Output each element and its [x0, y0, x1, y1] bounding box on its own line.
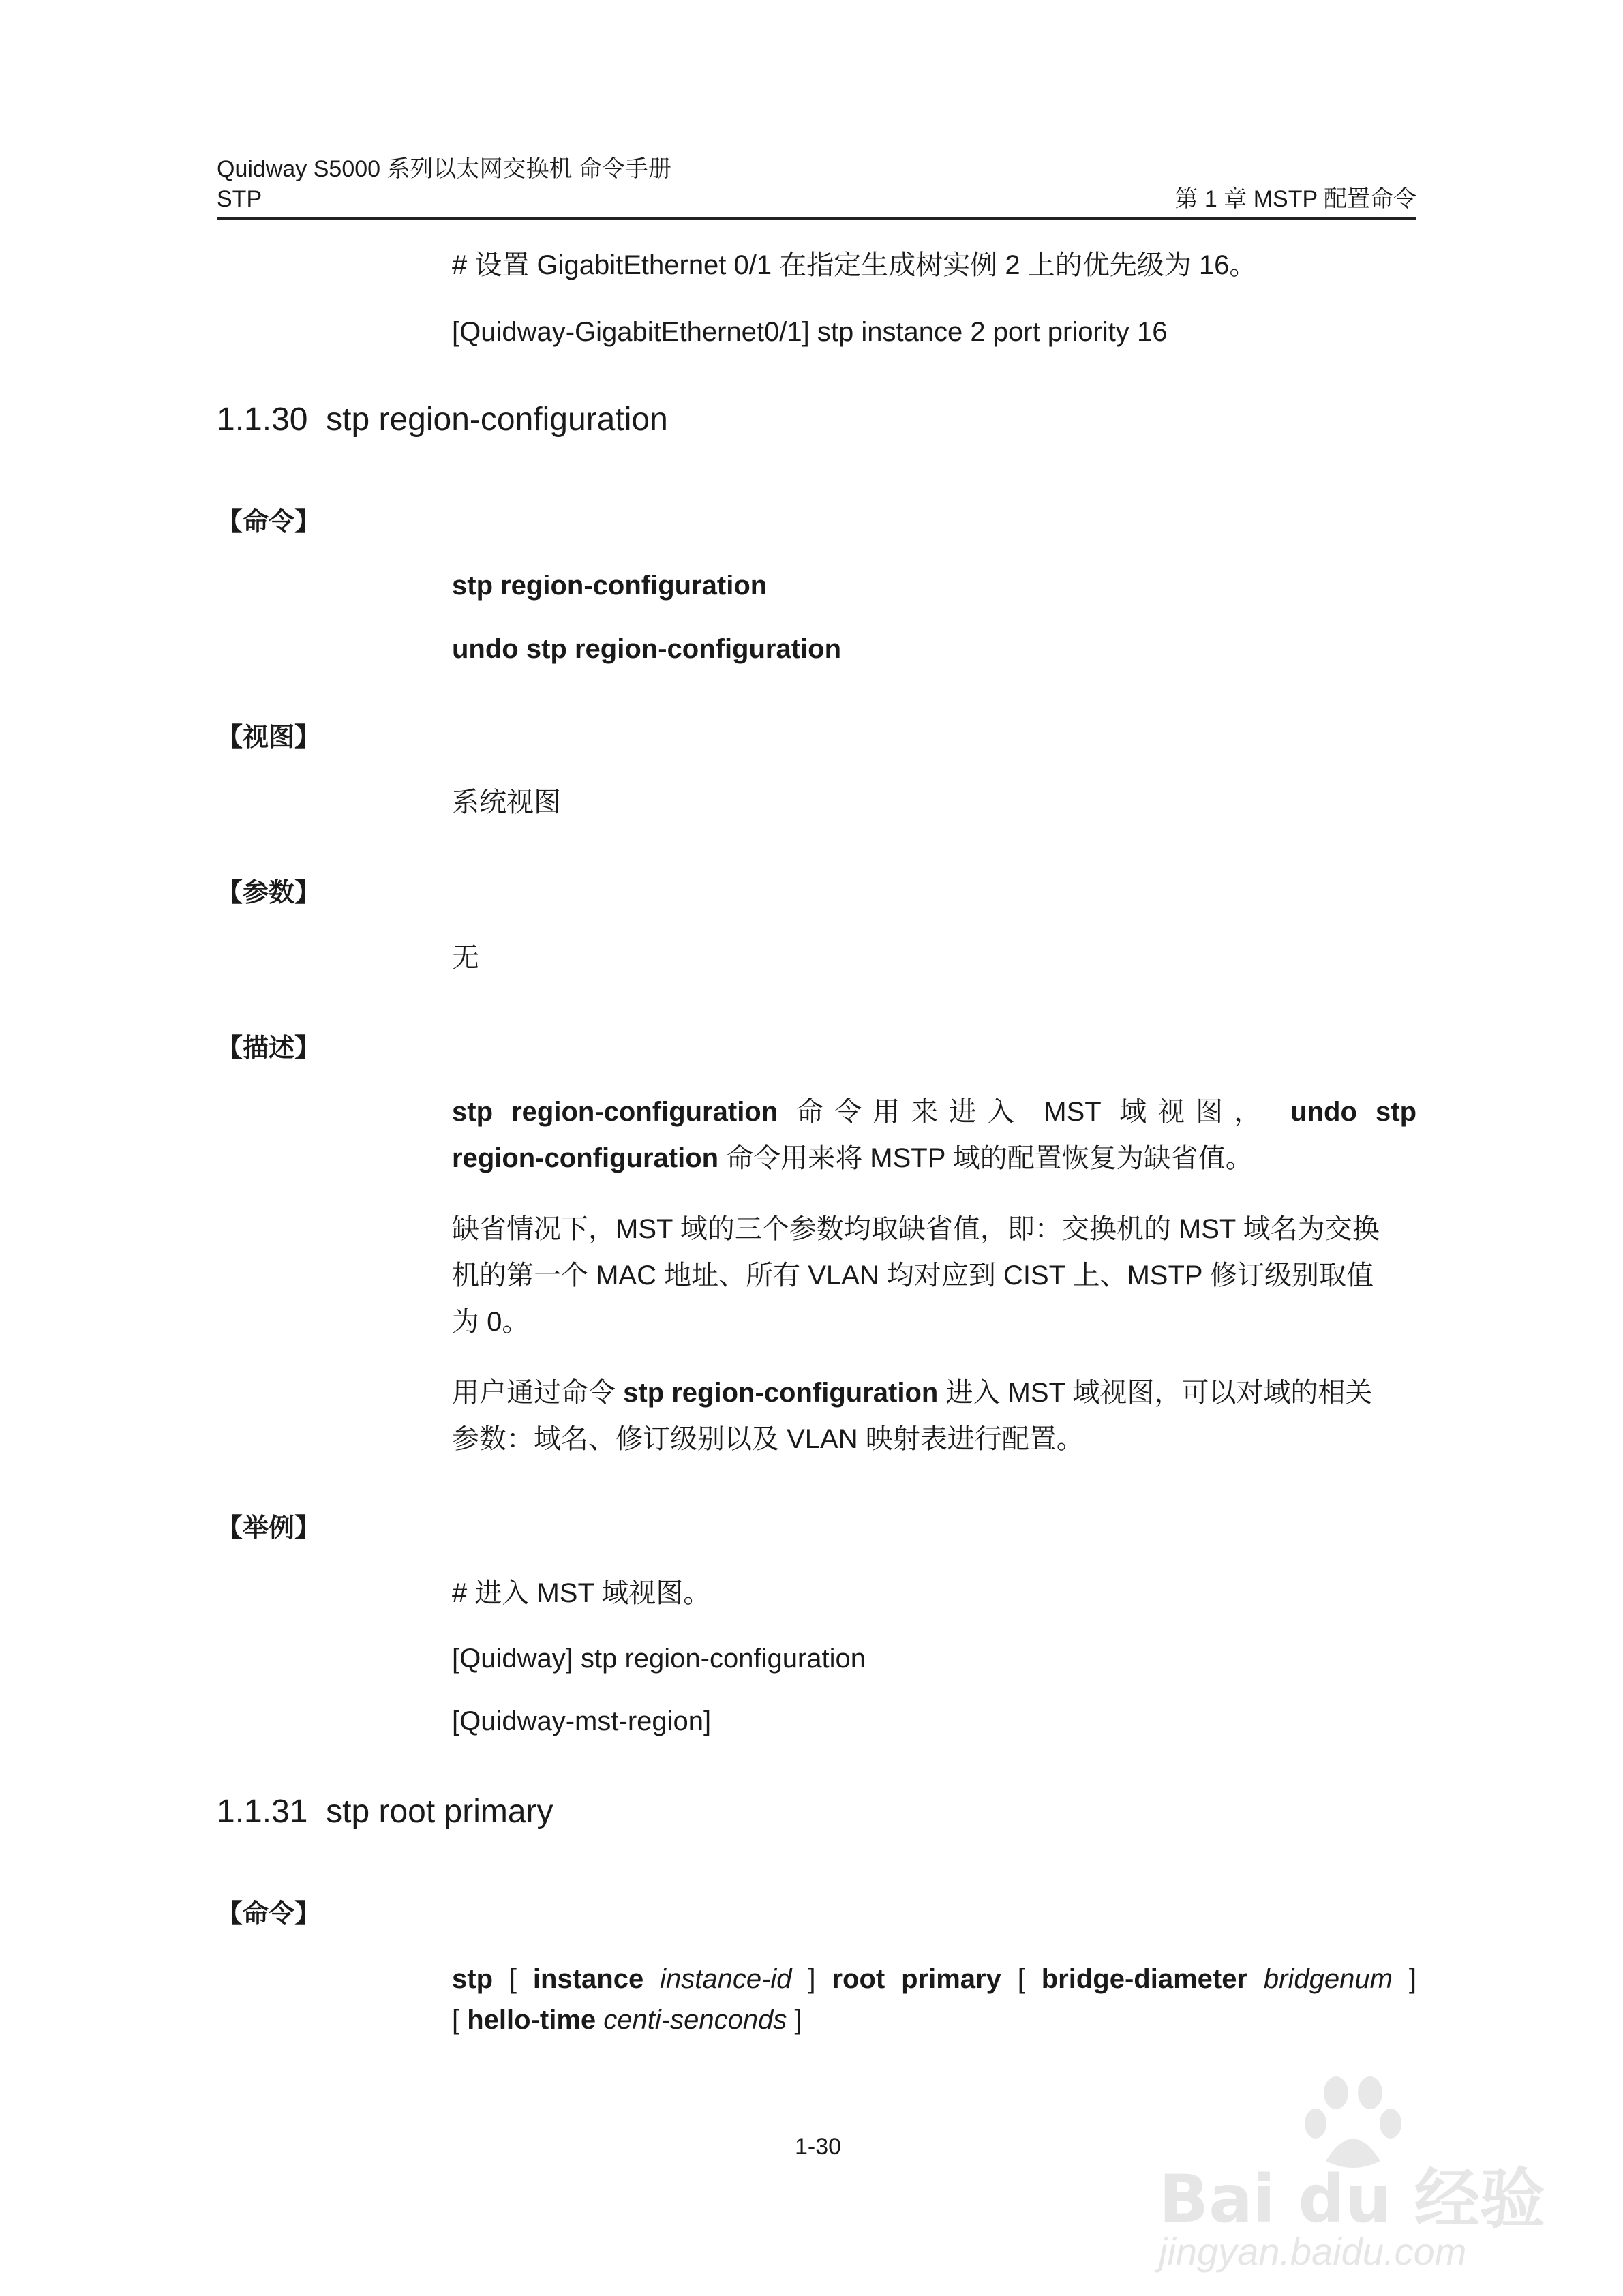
arg-instance-id: instance-id — [660, 1964, 792, 1994]
desc-p2-line3: 为 0。 — [452, 1307, 530, 1337]
header-chapter: 第 1 章 MSTP 配置命令 — [1174, 186, 1416, 212]
desc-cmd-bold-2: region-configuration — [452, 1143, 719, 1173]
header-section: STP — [217, 186, 262, 212]
watermark-url: jingyan.baidu.com — [1159, 2230, 1467, 2273]
kw-instance: instance — [532, 1964, 644, 1994]
desc-p3-line2: 参数：域名、修订级别以及 VLAN 映射表进行配置。 — [452, 1424, 1084, 1454]
kw-bridge-diameter: bridge-diameter — [1041, 1964, 1248, 1994]
bracket-close-3: ] — [794, 2005, 802, 2035]
example2-line2: [Quidway-mst-region] — [452, 1706, 712, 1736]
page-number: 1-30 — [794, 2134, 842, 2160]
label-desc: 【描述】 — [217, 1034, 321, 1063]
desc-p2-line2: 机的第一个 MAC 地址、所有 VLAN 均对应到 CIST 上、MSTP 修订级别取值 — [452, 1260, 1374, 1290]
bracket-close-1: ] — [808, 1964, 816, 1994]
desc-p1-line1 — [452, 1093, 1416, 1130]
kw-hello-time: hello-time — [467, 2005, 596, 2035]
bracket-open-2: [ — [1017, 1964, 1025, 1994]
arg-bridgenum: bridgenum — [1263, 1964, 1393, 1994]
bracket-open-3: [ — [452, 2005, 460, 2035]
example2-line1: [Quidway] stp region-configuration — [452, 1644, 866, 1674]
section-title: stp root primary — [326, 1794, 553, 1830]
label-view: 【视图】 — [217, 723, 321, 752]
example-comment: # 设置 GigabitEthernet 0/1 在指定生成树实例 2 上的优先级为 16。 — [452, 250, 1257, 280]
section-number: 1.1.30 — [217, 402, 308, 438]
desc-p1-line2 — [452, 1140, 1416, 1177]
bracket-close-2: ] — [1408, 1964, 1416, 1994]
label-params: 【参数】 — [217, 879, 321, 907]
header-title: Quidway S5000 系列以太网交换机 命令手册 — [217, 156, 671, 182]
desc-text: 命令用来进入 MST 域视图， — [796, 1097, 1273, 1127]
section-number: 1.1.31 — [217, 1794, 308, 1830]
desc-text-2: 命令用来将 MSTP 域的配置恢复为缺省值。 — [718, 1143, 1253, 1173]
label-example: 【举例】 — [217, 1514, 321, 1543]
label-command-2: 【命令】 — [217, 1900, 321, 1929]
desc-p2-line1: 缺省情况下，MST 域的三个参数均取缺省值，即：交换机的 MST 域名为交换 — [452, 1214, 1380, 1244]
example2-comment: # 进入 MST 域视图。 — [452, 1578, 711, 1608]
header-rule — [217, 217, 1416, 220]
bracket-open-1: [ — [509, 1964, 517, 1994]
syntax-line1 — [452, 1961, 1416, 1997]
desc-cmd-bold: stp region-configuration — [452, 1097, 778, 1127]
label-command: 【命令】 — [217, 508, 321, 537]
desc-p3-post: 进入 MST 域视图，可以对域的相关 — [938, 1378, 1373, 1408]
kw-stp: stp — [452, 1964, 493, 1994]
arg-centi-senconds: centi-senconds — [603, 2005, 787, 2035]
command-syntax-2: undo stp region-configuration — [452, 634, 842, 664]
view-text: 系统视图 — [452, 787, 561, 817]
kw-root-primary: root primary — [832, 1964, 1001, 1994]
desc-p3-cmd: stp region-configuration — [623, 1378, 939, 1408]
watermark-brand: Bai du 经验 — [1159, 2161, 1545, 2237]
desc-p3-line1 — [452, 1374, 1416, 1411]
command-syntax-1: stp region-configuration — [452, 571, 768, 601]
syntax-line2 — [452, 2002, 1416, 2038]
params-text: 无 — [452, 943, 479, 973]
section-heading-1-1-30 — [217, 401, 668, 438]
desc-undo-bold: undo stp — [1290, 1097, 1417, 1127]
example-command: [Quidway-GigabitEthernet0/1] stp instance 2 port priority 16 — [452, 317, 1168, 347]
section-heading-1-1-31 — [217, 1793, 553, 1830]
desc-p3-pre: 用户通过命令 — [452, 1378, 624, 1408]
section-title: stp region-configuration — [326, 402, 668, 438]
